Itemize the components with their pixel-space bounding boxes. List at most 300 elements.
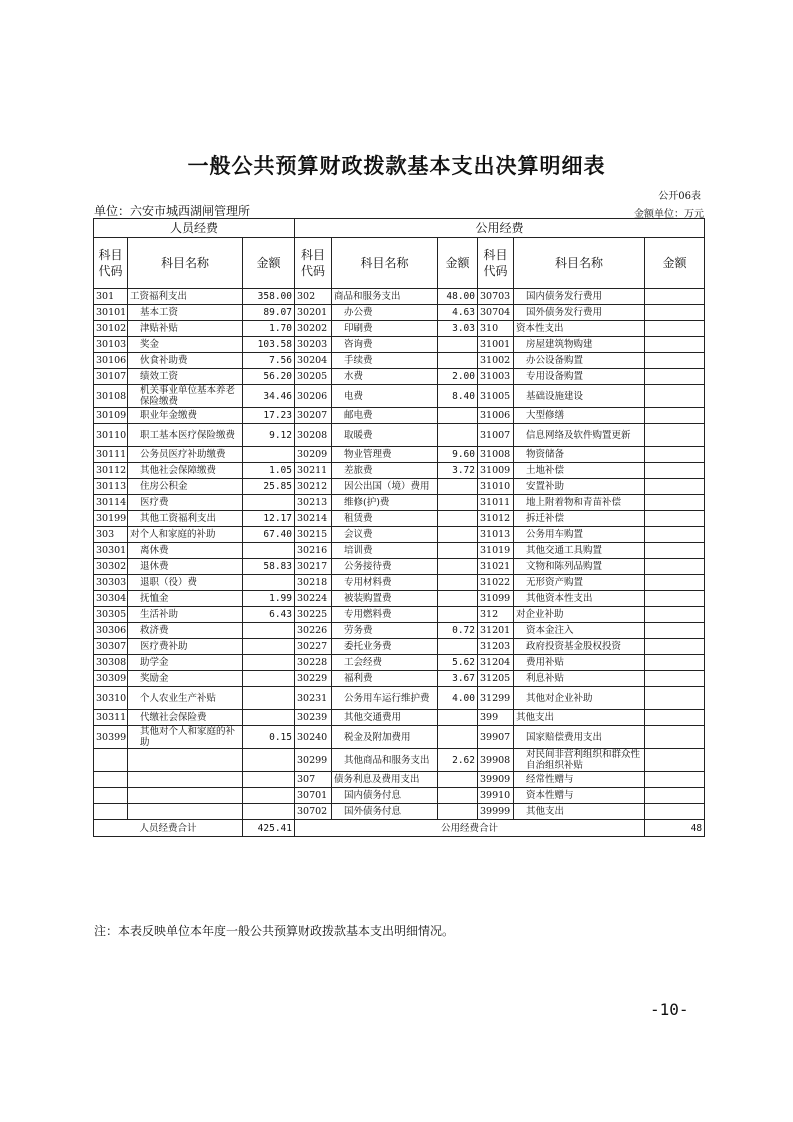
table-row	[94, 527, 705, 543]
table-row	[94, 655, 705, 671]
code-cell: 31011	[478, 495, 514, 511]
amount-cell	[438, 424, 478, 447]
amount-cell	[243, 687, 295, 710]
code-cell: 399	[478, 710, 514, 726]
code-cell: 30228	[295, 655, 332, 671]
amount-cell	[645, 447, 705, 463]
public-total-value: 48	[645, 820, 705, 837]
amount-cell	[438, 495, 478, 511]
code-cell: 303	[94, 527, 128, 543]
code-cell: 30229	[295, 671, 332, 687]
code-cell	[94, 788, 128, 804]
table-row	[94, 575, 705, 591]
amount-cell	[645, 424, 705, 447]
code-cell: 30301	[94, 543, 128, 559]
code-cell: 30103	[94, 337, 128, 353]
amount-cell	[645, 495, 705, 511]
code-cell: 31205	[478, 671, 514, 687]
name-cell	[128, 788, 243, 804]
amount-cell	[243, 710, 295, 726]
name-cell: 医疗费	[128, 495, 243, 511]
name-cell: 对个人和家庭的补助	[128, 527, 243, 543]
name-cell: 其他社会保障缴费	[128, 463, 243, 479]
name-cell	[128, 804, 243, 820]
amount-cell: 56.20	[243, 369, 295, 385]
amount-cell	[645, 527, 705, 543]
amount-cell: 5.62	[438, 655, 478, 671]
code-cell: 30239	[295, 710, 332, 726]
code-cell: 30310	[94, 687, 128, 710]
name-cell: 津贴补贴	[128, 321, 243, 337]
name-cell: 对企业补助	[514, 607, 645, 623]
name-cell: 债务利息及费用支出	[332, 772, 438, 788]
amount-cell	[438, 710, 478, 726]
amount-cell	[645, 804, 705, 820]
code-cell: 31005	[478, 385, 514, 408]
code-cell: 307	[295, 772, 332, 788]
amount-cell	[438, 543, 478, 559]
amount-cell	[243, 447, 295, 463]
name-cell: 其他对企业补助	[514, 687, 645, 710]
amount-cell	[438, 511, 478, 527]
name-cell: 奖金	[128, 337, 243, 353]
name-cell: 物资储备	[514, 447, 645, 463]
table-row	[94, 671, 705, 687]
table-row	[94, 511, 705, 527]
table-row	[94, 369, 705, 385]
code-cell: 31201	[478, 623, 514, 639]
table-row	[94, 385, 705, 408]
name-cell: 地上附着物和青苗补偿	[514, 495, 645, 511]
code-cell: 30703	[478, 289, 514, 305]
name-cell: 培训费	[332, 543, 438, 559]
code-cell: 30106	[94, 353, 128, 369]
code-cell: 30207	[295, 408, 332, 424]
code-cell: 30307	[94, 639, 128, 655]
table-row	[94, 463, 705, 479]
code-cell: 31008	[478, 447, 514, 463]
amount-cell	[438, 337, 478, 353]
amount-cell	[645, 687, 705, 710]
code-cell: 30224	[295, 591, 332, 607]
code-cell: 30107	[94, 369, 128, 385]
amount-cell	[645, 559, 705, 575]
table-row	[94, 749, 705, 772]
amount-cell	[438, 788, 478, 804]
code-cell: 30205	[295, 369, 332, 385]
code-cell: 30218	[295, 575, 332, 591]
code-cell: 30226	[295, 623, 332, 639]
name-cell: 伙食补助费	[128, 353, 243, 369]
code-cell: 30112	[94, 463, 128, 479]
name-cell: 工资福利支出	[128, 289, 243, 305]
amount-cell: 17.23	[243, 408, 295, 424]
amount-cell	[243, 772, 295, 788]
code-cell: 30202	[295, 321, 332, 337]
public-header: 公用经费	[295, 219, 705, 238]
code-cell: 30109	[94, 408, 128, 424]
name-cell: 委托业务费	[332, 639, 438, 655]
code-cell: 30211	[295, 463, 332, 479]
name-cell: 专用材料费	[332, 575, 438, 591]
code-cell: 31019	[478, 543, 514, 559]
code-cell: 30702	[295, 804, 332, 820]
amount-cell	[243, 623, 295, 639]
amount-cell	[645, 671, 705, 687]
amount-cell: 34.46	[243, 385, 295, 408]
table-row	[94, 687, 705, 710]
code-cell: 31009	[478, 463, 514, 479]
amount-cell: 3.67	[438, 671, 478, 687]
name-cell: 专用设备购置	[514, 369, 645, 385]
personnel-total-label: 人员经费合计	[94, 820, 243, 837]
code-cell: 30203	[295, 337, 332, 353]
table-row	[94, 321, 705, 337]
amount-cell	[438, 527, 478, 543]
amount-cell	[645, 543, 705, 559]
table-row	[94, 479, 705, 495]
amount-cell	[645, 511, 705, 527]
amount-cell: 25.85	[243, 479, 295, 495]
table-row	[94, 804, 705, 820]
code-cell: 31010	[478, 479, 514, 495]
amount-cell	[645, 463, 705, 479]
code-cell: 30302	[94, 559, 128, 575]
amount-cell: 89.07	[243, 305, 295, 321]
code-cell: 31003	[478, 369, 514, 385]
code-cell: 30213	[295, 495, 332, 511]
name-cell: 住房公积金	[128, 479, 243, 495]
amount-cell	[645, 788, 705, 804]
amount-cell: 1.70	[243, 321, 295, 337]
code-cell: 30201	[295, 305, 332, 321]
amount-cell: 67.40	[243, 527, 295, 543]
amount-cell: 2.00	[438, 369, 478, 385]
amount-cell	[438, 772, 478, 788]
code-cell: 30214	[295, 511, 332, 527]
amount-cell	[645, 607, 705, 623]
code-header: 科目代码	[295, 238, 332, 289]
code-cell: 39909	[478, 772, 514, 788]
name-cell: 会议费	[332, 527, 438, 543]
name-cell: 工会经费	[332, 655, 438, 671]
amount-cell	[243, 804, 295, 820]
name-cell	[128, 772, 243, 788]
name-cell: 邮电费	[332, 408, 438, 424]
code-cell: 30217	[295, 559, 332, 575]
table-row	[94, 289, 705, 305]
page-title: 一般公共预算财政拨款基本支出决算明细表	[187, 153, 606, 178]
amount-cell	[438, 804, 478, 820]
amount-cell: 358.00	[243, 289, 295, 305]
public-total-label: 公用经费合计	[295, 820, 645, 837]
name-cell: 代缴社会保险费	[128, 710, 243, 726]
name-cell: 资本性赠与	[514, 788, 645, 804]
amount-cell	[438, 639, 478, 655]
name-header: 科目名称	[128, 238, 243, 289]
name-cell: 职工基本医疗保险缴费	[128, 424, 243, 447]
amount-cell	[645, 749, 705, 772]
name-cell: 手续费	[332, 353, 438, 369]
code-cell: 31099	[478, 591, 514, 607]
table-row	[94, 337, 705, 353]
code-cell: 31007	[478, 424, 514, 447]
name-cell: 电费	[332, 385, 438, 408]
code-cell: 39999	[478, 804, 514, 820]
amount-cell	[438, 591, 478, 607]
code-cell: 31204	[478, 655, 514, 671]
code-cell: 30101	[94, 305, 128, 321]
name-cell: 国外债务发行费用	[514, 305, 645, 321]
amount-cell	[645, 479, 705, 495]
name-cell: 国内债务发行费用	[514, 289, 645, 305]
amount-cell: 4.00	[438, 687, 478, 710]
code-cell: 39908	[478, 749, 514, 772]
code-header: 科目代码	[478, 238, 514, 289]
code-cell: 30204	[295, 353, 332, 369]
name-cell: 因公出国（境）费用	[332, 479, 438, 495]
amount-cell	[645, 385, 705, 408]
name-cell: 国家赔偿费用支出	[514, 726, 645, 749]
amount-cell: 48.00	[438, 289, 478, 305]
name-cell: 职业年金缴费	[128, 408, 243, 424]
amount-cell	[645, 305, 705, 321]
amount-cell	[645, 772, 705, 788]
table-row	[94, 559, 705, 575]
name-cell: 租赁费	[332, 511, 438, 527]
name-cell: 利息补贴	[514, 671, 645, 687]
name-cell: 办公设备购置	[514, 353, 645, 369]
amount-cell	[645, 353, 705, 369]
name-cell: 抚恤金	[128, 591, 243, 607]
name-cell: 公务用车运行维护费	[332, 687, 438, 710]
name-cell: 办公费	[332, 305, 438, 321]
code-cell: 30299	[295, 749, 332, 772]
table-row	[94, 591, 705, 607]
name-cell: 房屋建筑物购建	[514, 337, 645, 353]
amount-cell: 1.99	[243, 591, 295, 607]
code-cell: 30306	[94, 623, 128, 639]
name-cell: 维修(护)费	[332, 495, 438, 511]
totals-row	[94, 820, 705, 837]
name-cell: 基本工资	[128, 305, 243, 321]
amount-header: 金额	[243, 238, 295, 289]
name-cell: 商品和服务支出	[332, 289, 438, 305]
name-cell: 绩效工资	[128, 369, 243, 385]
code-cell: 30199	[94, 511, 128, 527]
table-row	[94, 623, 705, 639]
amount-cell	[243, 655, 295, 671]
code-cell: 30215	[295, 527, 332, 543]
code-cell: 30208	[295, 424, 332, 447]
name-cell: 物业管理费	[332, 447, 438, 463]
name-cell: 退职（役）费	[128, 575, 243, 591]
name-cell: 退休费	[128, 559, 243, 575]
code-cell: 31012	[478, 511, 514, 527]
code-cell: 302	[295, 289, 332, 305]
name-cell: 医疗费补助	[128, 639, 243, 655]
name-cell: 费用补贴	[514, 655, 645, 671]
page-number: -10-	[650, 1000, 689, 1019]
name-cell: 机关事业单位基本养老保险缴费	[128, 385, 243, 408]
code-cell: 31002	[478, 353, 514, 369]
amount-cell	[645, 655, 705, 671]
table-row	[94, 772, 705, 788]
code-cell: 312	[478, 607, 514, 623]
code-cell: 310	[478, 321, 514, 337]
name-cell: 经常性赠与	[514, 772, 645, 788]
amount-cell	[438, 607, 478, 623]
code-cell: 30209	[295, 447, 332, 463]
table-row	[94, 305, 705, 321]
name-cell: 其他对个人和家庭的补助	[128, 726, 243, 749]
amount-cell	[438, 575, 478, 591]
amount-cell: 9.12	[243, 424, 295, 447]
name-cell: 水费	[332, 369, 438, 385]
name-cell: 印刷费	[332, 321, 438, 337]
amount-header: 金额	[438, 238, 478, 289]
amount-cell	[243, 639, 295, 655]
amount-cell: 8.40	[438, 385, 478, 408]
code-cell: 30305	[94, 607, 128, 623]
amount-cell: 0.72	[438, 623, 478, 639]
name-cell: 税金及附加费用	[332, 726, 438, 749]
amount-cell	[243, 575, 295, 591]
code-cell	[94, 749, 128, 772]
name-cell: 信息网络及软件购置更新	[514, 424, 645, 447]
name-cell: 奖励金	[128, 671, 243, 687]
name-cell: 资本金注入	[514, 623, 645, 639]
code-cell: 31006	[478, 408, 514, 424]
table-row	[94, 424, 705, 447]
name-cell: 其他工资福利支出	[128, 511, 243, 527]
expenditure-table	[93, 218, 705, 837]
amount-cell	[645, 639, 705, 655]
amount-cell	[243, 671, 295, 687]
name-cell: 咨询费	[332, 337, 438, 353]
amount-cell	[438, 726, 478, 749]
name-cell: 个人农业生产补贴	[128, 687, 243, 710]
code-cell	[94, 772, 128, 788]
code-cell: 30308	[94, 655, 128, 671]
name-cell: 其他资本性支出	[514, 591, 645, 607]
personnel-total-value: 425.41	[243, 820, 295, 837]
name-cell: 无形资产购置	[514, 575, 645, 591]
code-cell: 31013	[478, 527, 514, 543]
amount-cell: 7.56	[243, 353, 295, 369]
amount-cell	[645, 369, 705, 385]
amount-cell	[645, 575, 705, 591]
name-cell: 拆迁补偿	[514, 511, 645, 527]
code-cell: 30212	[295, 479, 332, 495]
form-number: 公开06表	[658, 191, 701, 202]
amount-cell: 3.03	[438, 321, 478, 337]
amount-cell: 2.62	[438, 749, 478, 772]
amount-cell: 0.15	[243, 726, 295, 749]
code-cell: 30102	[94, 321, 128, 337]
name-cell: 差旅费	[332, 463, 438, 479]
table-row	[94, 447, 705, 463]
code-cell: 30231	[295, 687, 332, 710]
code-cell: 30227	[295, 639, 332, 655]
code-cell: 30704	[478, 305, 514, 321]
code-cell: 30108	[94, 385, 128, 408]
name-cell: 离休费	[128, 543, 243, 559]
personnel-header: 人员经费	[94, 219, 295, 238]
code-cell: 31001	[478, 337, 514, 353]
amount-cell: 12.17	[243, 511, 295, 527]
code-cell: 30111	[94, 447, 128, 463]
table-row	[94, 710, 705, 726]
table-row	[94, 639, 705, 655]
name-cell: 劳务费	[332, 623, 438, 639]
code-cell: 30399	[94, 726, 128, 749]
name-cell: 公务用车购置	[514, 527, 645, 543]
code-cell: 30114	[94, 495, 128, 511]
name-header: 科目名称	[332, 238, 438, 289]
amount-cell: 6.43	[243, 607, 295, 623]
name-cell: 其他支出	[514, 710, 645, 726]
code-cell: 301	[94, 289, 128, 305]
code-cell: 30240	[295, 726, 332, 749]
code-cell: 30206	[295, 385, 332, 408]
amount-cell	[645, 710, 705, 726]
table-body	[94, 289, 705, 820]
amount-cell	[645, 321, 705, 337]
name-cell: 生活补助	[128, 607, 243, 623]
name-cell: 公务接待费	[332, 559, 438, 575]
code-cell	[94, 804, 128, 820]
code-cell: 30701	[295, 788, 332, 804]
amount-cell	[243, 495, 295, 511]
amount-cell	[645, 408, 705, 424]
code-cell: 30304	[94, 591, 128, 607]
code-header: 科目代码	[94, 238, 128, 289]
amount-cell: 58.83	[243, 559, 295, 575]
amount-cell	[645, 726, 705, 749]
name-cell: 助学金	[128, 655, 243, 671]
amount-cell: 1.05	[243, 463, 295, 479]
code-cell: 30225	[295, 607, 332, 623]
code-cell: 30113	[94, 479, 128, 495]
reporting-unit: 单位：六安市城西湖闸管理所	[94, 204, 251, 218]
code-cell: 31299	[478, 687, 514, 710]
amount-cell	[645, 591, 705, 607]
table-row	[94, 788, 705, 804]
name-cell: 基础设施建设	[514, 385, 645, 408]
name-cell: 安置补助	[514, 479, 645, 495]
amount-cell	[243, 749, 295, 772]
table-row	[94, 495, 705, 511]
name-cell: 救济费	[128, 623, 243, 639]
code-cell: 30309	[94, 671, 128, 687]
name-cell: 资本性支出	[514, 321, 645, 337]
name-cell: 取暖费	[332, 424, 438, 447]
amount-cell	[438, 408, 478, 424]
table-row	[94, 726, 705, 749]
name-cell: 文物和陈列品购置	[514, 559, 645, 575]
name-cell: 专用燃料费	[332, 607, 438, 623]
amount-cell	[438, 479, 478, 495]
amount-cell	[645, 289, 705, 305]
amount-unit: 金额单位：万元	[634, 209, 704, 220]
code-cell: 31021	[478, 559, 514, 575]
code-cell: 30311	[94, 710, 128, 726]
name-cell: 政府投资基金股权投资	[514, 639, 645, 655]
name-cell: 国外债务付息	[332, 804, 438, 820]
name-cell: 对民间非营利组织和群众性自治组织补贴	[514, 749, 645, 772]
name-cell: 被装购置费	[332, 591, 438, 607]
